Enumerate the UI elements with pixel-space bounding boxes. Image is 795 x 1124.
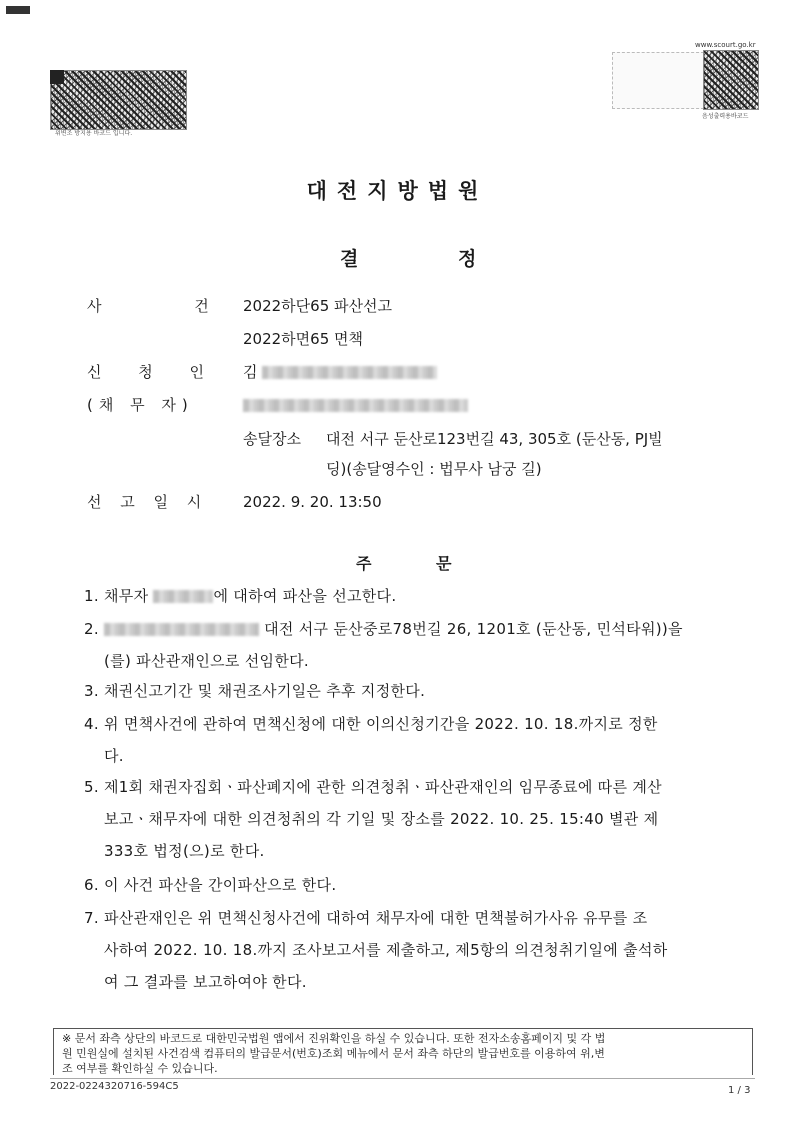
order-num: 5. bbox=[84, 778, 99, 796]
order-num: 3. bbox=[84, 682, 99, 700]
order-text-cont: 사하여 2022. 10. 18.까지 조사보고서를 제출하고, 제5항의 의견청취기일에 출석하 bbox=[104, 941, 668, 959]
order-num: 2. bbox=[84, 620, 99, 638]
page-number: 1 / 3 bbox=[728, 1085, 751, 1096]
order-text-cont: 333호 법정(으)로 한다. bbox=[104, 842, 265, 860]
applicant-name-prefix: 김 bbox=[243, 363, 258, 381]
order-item-2 bbox=[84, 613, 734, 677]
date-label: 선 고 일 시 bbox=[87, 493, 209, 511]
order-text-cont: 여 그 결과를 보고하여야 한다. bbox=[104, 973, 307, 991]
footer-divider bbox=[50, 1078, 755, 1079]
order-num: 1. bbox=[84, 587, 99, 605]
case-label: 사 건 bbox=[87, 297, 253, 315]
order-text: 파산관재인은 위 면책신청사건에 대하여 채무자에 대한 면책불허가사유 유무를 조 bbox=[104, 909, 648, 927]
order-text: 이 사건 파산을 간이파산으로 한다. bbox=[104, 876, 337, 894]
order-heading-char-1: 주 bbox=[356, 554, 372, 573]
stamp-area bbox=[612, 52, 704, 109]
verification-barcode bbox=[50, 70, 187, 130]
barcode-corner bbox=[50, 70, 64, 84]
order-item-7 bbox=[84, 902, 734, 998]
redacted-debtor-name bbox=[153, 590, 213, 603]
doc-type-char-2: 정 bbox=[458, 248, 477, 270]
order-num: 6. bbox=[84, 876, 99, 894]
case-line-2: 2022하면65 면책 bbox=[243, 330, 363, 348]
notice-line-2: 원 민원실에 설치된 사건검색 컴퓨터의 발급문서(번호)조회 메뉴에서 문서 좌측 하단의 발급번호를 이용하여 위,변 bbox=[62, 1047, 605, 1060]
order-text-cont: (를) 파산관재인으로 선임한다. bbox=[104, 652, 309, 670]
verification-barcode-caption: 위변조 방지용 바코드 입니다. bbox=[55, 130, 133, 137]
issue-number: 2022-0224320716-594C5 bbox=[50, 1081, 179, 1092]
verification-notice bbox=[53, 1028, 753, 1075]
applicant-name bbox=[243, 362, 437, 382]
court-url: www.scourt.go.kr bbox=[695, 41, 756, 49]
order-text: 제1회 채권자집회ㆍ파산폐지에 관한 의견청취ㆍ파산관재인의 임무종료에 따른 계산 bbox=[104, 778, 662, 796]
order-text: 채권신고기간 및 채권조사기일은 추후 지정한다. bbox=[104, 682, 426, 700]
delivery-address-line-1: 대전 서구 둔산로123번길 43, 305호 (둔산동, PJ빌 bbox=[326, 430, 663, 448]
order-item-1 bbox=[84, 580, 734, 612]
order-text: 대전 서구 둔산중로78번길 26, 1201호 (둔산동, 민석타워))을 bbox=[259, 620, 683, 638]
order-text: 위 면책사건에 관하여 면책신청에 대한 이의신청기간을 2022. 10. 18.까지로 정한 bbox=[104, 715, 658, 733]
notice-line-3: 조 여부를 확인하실 수 있습니다. bbox=[62, 1062, 218, 1075]
redacted-trustee bbox=[104, 623, 259, 636]
case-line-1: 2022하단65 파산선고 bbox=[243, 297, 392, 315]
order-num: 7. bbox=[84, 909, 99, 927]
court-name: 대전지방법원 bbox=[306, 179, 489, 203]
redacted-address-blur bbox=[243, 399, 468, 412]
order-item-6 bbox=[84, 869, 734, 901]
redacted-address bbox=[243, 395, 468, 415]
order-item-3 bbox=[84, 675, 734, 707]
redacted-applicant-name bbox=[262, 366, 437, 379]
audio-barcode-caption: 음성출력용바코드 bbox=[702, 113, 749, 120]
order-text-cont: 다. bbox=[104, 747, 124, 765]
date-value: 2022. 9. 20. 13:50 bbox=[243, 493, 382, 511]
order-text: 채무자 bbox=[104, 587, 154, 605]
corner-mark bbox=[6, 6, 30, 14]
delivery-label: 송달장소 bbox=[243, 430, 301, 448]
notice-line-1: ※ 문서 좌측 상단의 바코드로 대한민국법원 앱에서 진위확인을 하실 수 있습니다. 또한 전자소송홈페이지 및 각 법 bbox=[62, 1032, 606, 1045]
order-heading-char-2: 문 bbox=[436, 554, 452, 573]
order-text: 에 대하여 파산을 선고한다. bbox=[213, 587, 397, 605]
order-text-cont: 보고ㆍ채무자에 대한 의견청취의 각 기일 및 장소를 2022. 10. 25. 15:40 별관 제 bbox=[104, 810, 659, 828]
debtor-label: (채 무 자) bbox=[87, 396, 194, 414]
audio-barcode bbox=[703, 50, 759, 110]
delivery-address-line-2: 딩)(송달영수인 : 법무사 남궁 길) bbox=[326, 460, 542, 478]
applicant-label: 신 청 인 bbox=[87, 363, 221, 381]
order-num: 4. bbox=[84, 715, 99, 733]
order-item-4 bbox=[84, 708, 734, 772]
order-item-5 bbox=[84, 771, 734, 867]
doc-type-char-1: 결 bbox=[340, 248, 359, 270]
